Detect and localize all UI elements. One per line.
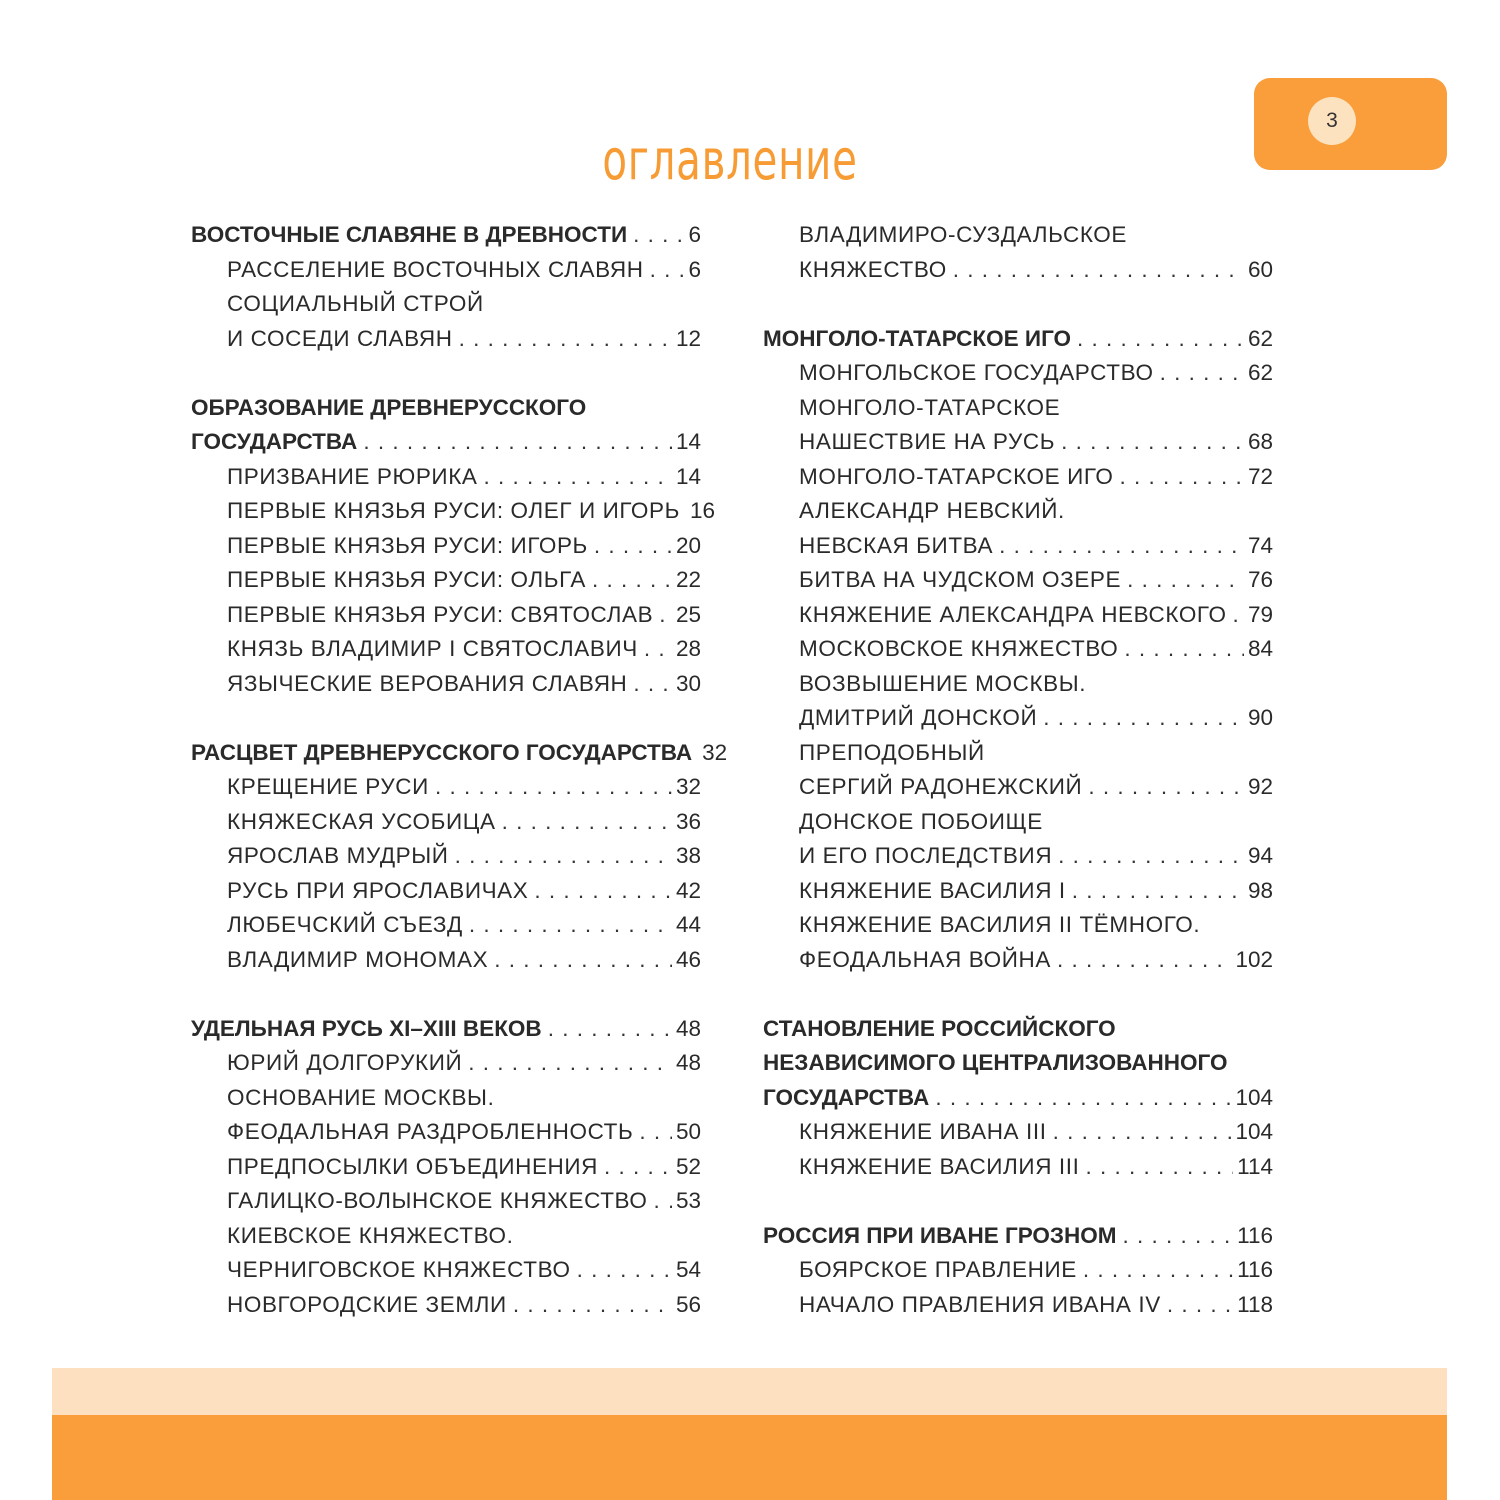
toc-page-number: 62 (1247, 360, 1273, 385)
dot-leader (1154, 356, 1244, 391)
toc-entry-title: ДОНСКОЕ ПОБОИЩЕ (799, 808, 1043, 834)
toc-entry-title: КНЯЖЕСТВО (799, 256, 947, 282)
toc-section-entry[interactable] (763, 1150, 1273, 1185)
toc-page-number: 94 (1247, 843, 1273, 868)
toc-entry-title: ЛЮБЕЧСКИЙ СЪЕЗД (227, 912, 463, 937)
toc-entry-title: МОСКОВСКОЕ КНЯЖЕСТВО (799, 636, 1119, 661)
dot-leader (1161, 1288, 1233, 1323)
toc-entry-title: И ЕГО ПОСЛЕДСТВИЯ (799, 843, 1053, 868)
dot-leader (462, 1046, 672, 1081)
toc-section-entry[interactable] (763, 494, 1273, 529)
toc-entry-title: ЯРОСЛАВ МУДРЫЙ (227, 843, 449, 868)
toc-section-entry[interactable] (191, 460, 701, 495)
toc-section-entry[interactable] (191, 1288, 701, 1323)
dot-leader (947, 253, 1244, 288)
toc-entry-title: ВОСТОЧНЫЕ СЛАВЯНЕ В ДРЕВНОСТИ (191, 222, 628, 247)
toc-page-number: 104 (1235, 1119, 1273, 1144)
toc-section-entry[interactable] (191, 529, 701, 564)
toc-chapter-entry[interactable] (763, 1046, 1273, 1081)
toc-page-number: 44 (675, 912, 701, 937)
dot-leader (1077, 1253, 1233, 1288)
toc-entry-title: ПРЕДПОСЫЛКИ ОБЪЕДИНЕНИЯ (227, 1153, 599, 1179)
toc-section-entry[interactable] (191, 1081, 701, 1116)
toc-section-entry[interactable] (763, 701, 1273, 736)
toc-section-entry[interactable] (763, 391, 1273, 426)
toc-entry-title: КИЕВСКОЕ КНЯЖЕСТВО. (227, 1222, 514, 1248)
dot-leader (1227, 598, 1244, 633)
dot-leader (638, 632, 672, 667)
toc-page-number: 104 (1235, 1084, 1273, 1110)
toc-section-entry[interactable] (763, 943, 1273, 978)
toc-page-number: 6 (688, 222, 701, 247)
toc-page-number: 14 (675, 463, 701, 489)
toc-chapter-entry[interactable] (763, 1219, 1273, 1254)
toc-page-number: 60 (1247, 256, 1273, 282)
toc-page-number: 76 (1247, 567, 1273, 592)
dot-leader (449, 839, 672, 874)
toc-section-entry[interactable] (763, 529, 1273, 564)
toc-section-entry[interactable] (191, 805, 701, 840)
toc-entry-title: БИТВА НА ЧУДСКОМ ОЗЕРЕ (799, 567, 1122, 592)
dot-leader (588, 529, 672, 564)
toc-spacer (763, 287, 1273, 322)
toc-section-entry[interactable] (763, 770, 1273, 805)
toc-page-number: 92 (1247, 774, 1273, 799)
toc-entry-title: РАССЕЛЕНИЕ ВОСТОЧНЫХ СЛАВЯН (227, 256, 644, 282)
toc-entry-title: НАШЕСТВИЕ НА РУСЬ (799, 429, 1056, 454)
toc-entry-title: КНЯЖЕНИЕ ВАСИЛИЯ III (799, 1153, 1080, 1179)
toc-page-number: 74 (1247, 532, 1273, 558)
toc-page-number: 25 (675, 601, 701, 627)
dot-leader (1113, 460, 1243, 495)
toc-entry-title: ПЕРВЫЕ КНЯЗЬЯ РУСИ: ОЛЬГА (227, 567, 587, 592)
toc-page-number: 79 (1247, 601, 1273, 627)
toc-section-entry[interactable] (763, 598, 1273, 633)
toc-section-entry[interactable] (191, 1253, 701, 1288)
toc-section-entry[interactable] (191, 667, 701, 702)
dot-leader (1071, 322, 1244, 357)
footer-band-light (52, 1368, 1447, 1415)
toc-section-entry[interactable] (191, 494, 716, 529)
toc-page-number: 118 (1237, 1291, 1273, 1317)
toc-entry-title: ПРЕПОДОБНЫЙ (799, 739, 985, 765)
toc-entry-title: КНЯЖЕНИЕ ИВАНА III (799, 1119, 1047, 1144)
toc-entry-title: ЧЕРНИГОВСКОЕ КНЯЖЕСТВО (227, 1257, 571, 1282)
toc-entry-title: СТАНОВЛЕНИЕ РОССИЙСКОГО (763, 1015, 1116, 1041)
dot-leader (1047, 1115, 1232, 1150)
toc-entry-title: ОСНОВАНИЕ МОСКВЫ. (227, 1084, 495, 1110)
toc-entry-title: МОНГОЛО-ТАТАРСКОЕ ИГО (763, 325, 1072, 351)
page-number: 3 (1308, 97, 1356, 145)
dot-leader (453, 322, 672, 357)
toc-page-number: 72 (1247, 463, 1273, 489)
dot-leader (1118, 632, 1244, 667)
toc-chapter-entry[interactable] (191, 425, 701, 460)
dot-leader (627, 218, 684, 253)
toc-page-number: 48 (675, 1050, 701, 1075)
toc-spacer (191, 356, 701, 391)
toc-page-number: 102 (1235, 946, 1273, 972)
toc-page-number: 42 (675, 877, 701, 903)
toc-entry-title: БОЯРСКОЕ ПРАВЛЕНИЕ (799, 1257, 1077, 1282)
dot-leader (598, 1150, 672, 1185)
dot-leader (644, 253, 685, 288)
toc-page-number: 50 (675, 1119, 701, 1144)
toc-section-entry[interactable] (763, 908, 1273, 943)
toc-entry-title: ФЕОДАЛЬНАЯ РАЗДРОБЛЕННОСТЬ (227, 1119, 634, 1144)
dot-leader (633, 1115, 672, 1150)
toc-section-entry[interactable] (763, 460, 1273, 495)
toc-entry-title: ЮРИЙ ДОЛГОРУКИЙ (227, 1050, 463, 1075)
toc-section-entry[interactable] (191, 1115, 701, 1150)
dot-leader (1082, 770, 1244, 805)
toc-entry-title: КНЯЖЕСКАЯ УСОБИЦА (227, 808, 496, 834)
toc-spacer (191, 977, 701, 1012)
toc-entry-title: СОЦИАЛЬНЫЙ СТРОЙ (227, 291, 484, 316)
page-title: оглавление (602, 128, 858, 193)
toc-entry-title: НОВГОРОДСКИЕ ЗЕМЛИ (227, 1291, 507, 1317)
toc-right-column (763, 218, 1273, 1322)
toc-page-number: 53 (675, 1188, 701, 1213)
toc-entry-title: ВЛАДИМИР МОНОМАХ (227, 946, 489, 972)
toc-entry-title: ВЛАДИМИРО-СУЗДАЛЬСКОЕ (799, 222, 1127, 247)
toc-entry-title: ВОЗВЫШЕНИЕ МОСКВЫ. (799, 670, 1087, 696)
toc-entry-title: РОССИЯ ПРИ ИВАНЕ ГРОЗНОМ (763, 1222, 1117, 1248)
toc-page-number: 116 (1237, 1257, 1273, 1282)
toc-section-entry[interactable] (191, 1046, 701, 1081)
toc-page-number: 22 (675, 567, 701, 592)
dot-leader (1052, 839, 1244, 874)
toc-section-entry[interactable] (191, 287, 701, 322)
toc-entry-title: СЕРГИЙ РАДОНЕЖСКИЙ (799, 774, 1083, 799)
toc-section-entry[interactable] (191, 632, 701, 667)
toc-section-entry[interactable] (763, 218, 1273, 253)
toc-page-number: 98 (1247, 877, 1273, 903)
toc-page-number: 56 (675, 1291, 701, 1317)
toc-page-number: 116 (1237, 1222, 1273, 1248)
dot-leader (648, 1184, 672, 1219)
toc-page-number: 6 (688, 256, 701, 282)
toc-entry-title: ПЕРВЫЕ КНЯЗЬЯ РУСИ: ИГОРЬ (227, 532, 588, 558)
toc-section-entry[interactable] (763, 874, 1273, 909)
dot-leader (929, 1081, 1231, 1116)
toc-section-entry[interactable] (191, 770, 701, 805)
toc-entry-title: ГОСУДАРСТВА (763, 1084, 930, 1110)
dot-leader (507, 1288, 672, 1323)
toc-entry-title: КНЯЖЕНИЕ ВАСИЛИЯ II ТЁМНОГО. (799, 912, 1201, 937)
toc-entry-title: КНЯЗЬ ВЛАДИМИР I СВЯТОСЛАВИЧ (227, 636, 638, 661)
dot-leader (1037, 701, 1244, 736)
toc-entry-title: ФЕОДАЛЬНАЯ ВОЙНА (799, 946, 1051, 972)
toc-entry-title: МОНГОЛО-ТАТАРСКОЕ ИГО (799, 463, 1114, 489)
toc-entry-title: НАЧАЛО ПРАВЛЕНИЯ ИВАНА IV (799, 1291, 1161, 1317)
toc-spacer (763, 977, 1273, 1012)
toc-section-entry[interactable] (191, 1184, 701, 1219)
dot-leader (357, 425, 672, 460)
toc-entry-title: ОБРАЗОВАНИЕ ДРЕВНЕРУССКОГО (191, 394, 587, 420)
toc-page-number: 48 (675, 1015, 701, 1041)
dot-leader (496, 805, 672, 840)
dot-leader (542, 1012, 672, 1047)
toc-page-number: 16 (690, 498, 716, 523)
toc-page-number: 32 (702, 739, 728, 765)
toc-entry-title: РАСЦВЕТ ДРЕВНЕРУССКОГО ГОСУДАРСТВА (191, 739, 693, 765)
toc-section-entry[interactable] (763, 839, 1273, 874)
toc-page-number: 46 (675, 946, 701, 972)
toc-section-entry[interactable] (763, 805, 1273, 840)
toc-page-number: 30 (675, 670, 701, 696)
dot-leader (429, 770, 672, 805)
toc-section-entry[interactable] (191, 1219, 701, 1254)
toc-page-number: 32 (675, 774, 701, 799)
toc-section-entry[interactable] (191, 322, 701, 357)
toc-page-number: 20 (675, 532, 701, 558)
dot-leader (478, 460, 672, 495)
toc-chapter-entry[interactable] (191, 391, 701, 426)
toc-entry-title: МОНГОЛЬСКОЕ ГОСУДАРСТВО (799, 360, 1154, 385)
toc-page-number: 114 (1237, 1153, 1273, 1179)
toc-chapter-entry[interactable] (763, 1081, 1273, 1116)
toc-entry-title: МОНГОЛО-ТАТАРСКОЕ (799, 394, 1061, 420)
toc-section-entry[interactable] (763, 736, 1273, 771)
toc-section-entry[interactable] (763, 1253, 1273, 1288)
toc-entry-title: ПЕРВЫЕ КНЯЗЬЯ РУСИ: СВЯТОСЛАВ (227, 601, 654, 627)
toc-chapter-entry[interactable] (763, 1012, 1273, 1047)
toc-section-entry[interactable] (191, 1150, 701, 1185)
footer-band-dark (52, 1415, 1447, 1500)
toc-page-number: 84 (1247, 636, 1273, 661)
toc-entry-title: НЕВСКАЯ БИТВА (799, 532, 994, 558)
toc-entry-title: АЛЕКСАНДР НЕВСКИЙ. (799, 498, 1065, 523)
toc-spacer (191, 701, 701, 736)
toc-page-number: 36 (675, 808, 701, 834)
dot-leader (993, 529, 1244, 564)
dot-leader (463, 908, 672, 943)
toc-entry-title: КРЕЩЕНИЕ РУСИ (227, 774, 429, 799)
toc-section-entry[interactable] (191, 839, 701, 874)
toc-chapter-entry[interactable] (763, 322, 1273, 357)
toc-entry-title: ПЕРВЫЕ КНЯЗЬЯ РУСИ: ОЛЕГ И ИГОРЬ (227, 498, 680, 523)
dot-leader (627, 667, 672, 702)
toc-section-entry[interactable] (763, 1115, 1273, 1150)
dot-leader (1066, 874, 1244, 909)
toc-page-number: 90 (1247, 705, 1273, 730)
toc-page-number: 14 (675, 429, 701, 454)
toc-entry-title: ДМИТРИЙ ДОНСКОЙ (799, 705, 1038, 730)
toc-page-number: 38 (675, 843, 701, 868)
toc-entry-title: НЕЗАВИСИМОГО ЦЕНТРАЛИЗОВАННОГО (763, 1050, 1228, 1075)
toc-chapter-entry[interactable] (191, 1012, 701, 1047)
dot-leader (1055, 425, 1244, 460)
toc-chapter-entry[interactable] (191, 218, 701, 253)
toc-page-number: 52 (675, 1153, 701, 1179)
toc-section-entry[interactable] (191, 943, 701, 978)
dot-leader (528, 874, 672, 909)
toc-page-number: 12 (675, 325, 701, 351)
toc-entry-title: ПРИЗВАНИЕ РЮРИКА (227, 463, 478, 489)
toc-section-entry[interactable] (763, 632, 1273, 667)
toc-section-entry[interactable] (191, 908, 701, 943)
toc-section-entry[interactable] (763, 1288, 1273, 1323)
dot-leader (1121, 563, 1244, 598)
toc-page-number: 62 (1247, 325, 1273, 351)
toc-section-entry[interactable] (191, 598, 701, 633)
toc-section-entry[interactable] (763, 356, 1273, 391)
toc-section-entry[interactable] (191, 874, 701, 909)
dot-leader (488, 943, 672, 978)
toc-left-column (191, 218, 728, 1322)
toc-section-entry[interactable] (191, 253, 701, 288)
toc-page-number: 54 (675, 1257, 701, 1282)
toc-section-entry[interactable] (763, 253, 1273, 288)
toc-section-entry[interactable] (763, 425, 1273, 460)
toc-chapter-entry[interactable] (191, 736, 728, 771)
toc-entry-title: И СОСЕДИ СЛАВЯН (227, 325, 453, 351)
toc-section-entry[interactable] (763, 563, 1273, 598)
toc-entry-title: КНЯЖЕНИЕ АЛЕКСАНДРА НЕВСКОГО (799, 601, 1227, 627)
toc-entry-title: ГОСУДАРСТВА (191, 429, 358, 454)
toc-page-number: 28 (675, 636, 701, 661)
dot-leader (1051, 943, 1232, 978)
toc-section-entry[interactable] (763, 667, 1273, 702)
toc-page-number: 68 (1247, 429, 1273, 454)
toc-entry-title: УДЕЛЬНАЯ РУСЬ XI–XIII ВЕКОВ (191, 1015, 542, 1041)
dot-leader (1117, 1219, 1234, 1254)
toc-entry-title: КНЯЖЕНИЕ ВАСИЛИЯ I (799, 877, 1066, 903)
dot-leader (1079, 1150, 1233, 1185)
toc-section-entry[interactable] (191, 563, 701, 598)
toc-entry-title: ГАЛИЦКО-ВОЛЫНСКОЕ КНЯЖЕСТВО (227, 1188, 648, 1213)
toc-entry-title: РУСЬ ПРИ ЯРОСЛАВИЧАХ (227, 877, 529, 903)
toc-entry-title: ЯЗЫЧЕСКИЕ ВЕРОВАНИЯ СЛАВЯН (227, 670, 628, 696)
dot-leader (571, 1253, 672, 1288)
toc-spacer (763, 1184, 1273, 1219)
dot-leader (653, 598, 672, 633)
dot-leader (586, 563, 672, 598)
